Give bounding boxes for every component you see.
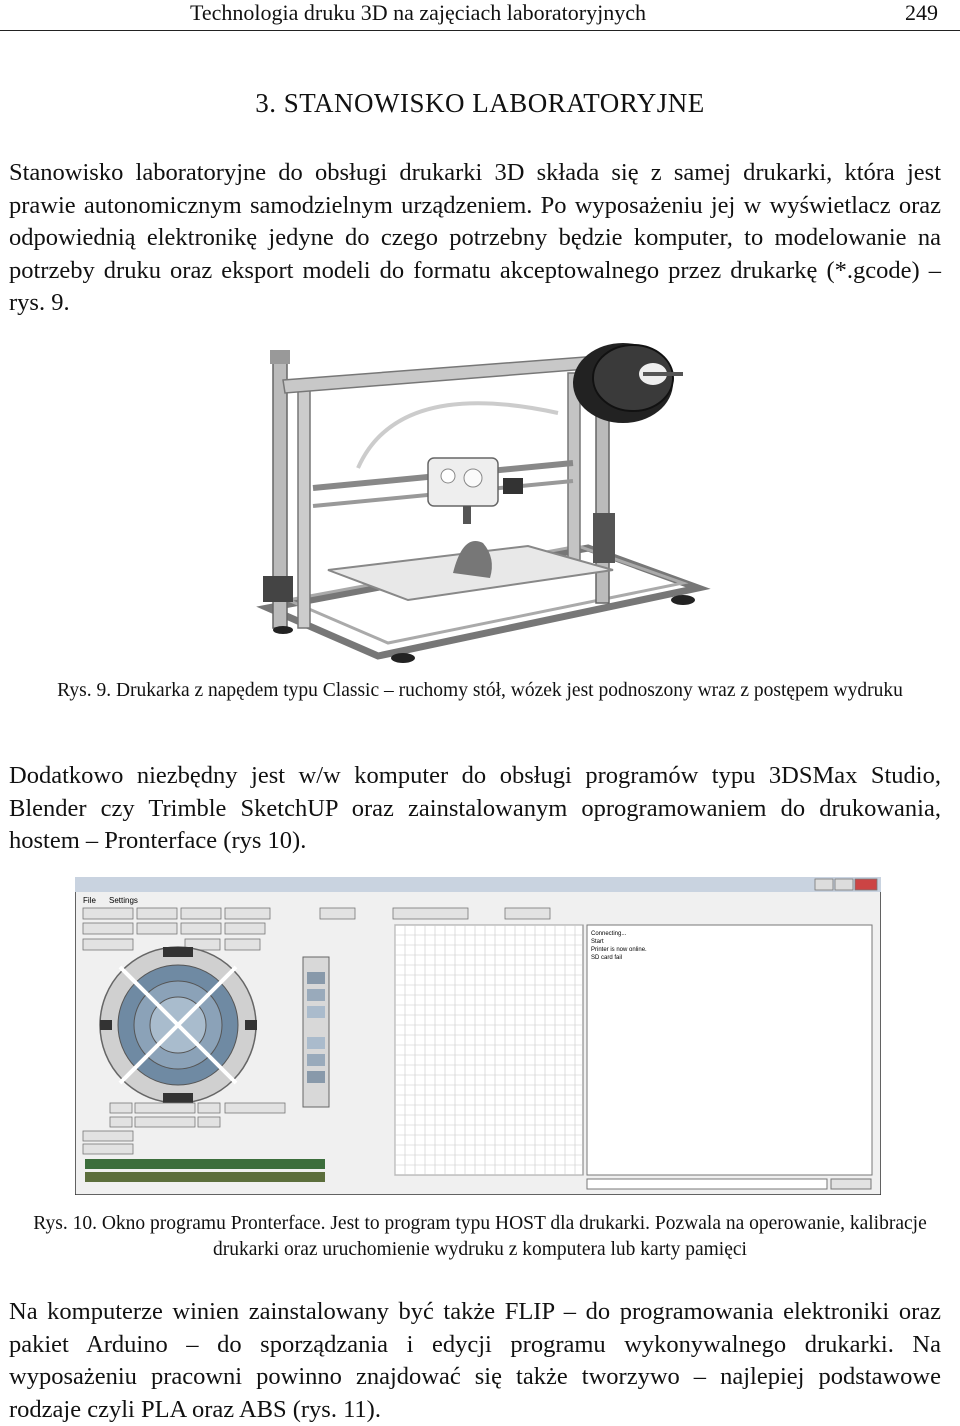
print-button[interactable] [181, 923, 221, 934]
console-line: Printer is now online. [591, 947, 647, 953]
bed-set-button[interactable] [198, 1117, 220, 1127]
disconnect-button[interactable] [225, 908, 270, 919]
page-number: 249 [905, 0, 938, 25]
load-file-button[interactable] [83, 923, 133, 934]
close-button[interactable] [855, 879, 877, 890]
heater-off-button[interactable] [110, 1103, 132, 1113]
monitor-printer-checkbox[interactable] [393, 908, 468, 919]
window-titlebar [75, 877, 881, 892]
paragraph-software: Dodatkowo niezbędny jest w/w komputer do obsługi programów typu 3DSMax Studio, Blender czy Trimble SketchUP oraz zainstalowanym oprogramowaniem do drukowania, hostem – Pronterface (rys 10). [9, 762, 941, 854]
reset-button[interactable] [320, 908, 355, 919]
motors-off-button[interactable] [83, 939, 133, 950]
bed-off-button[interactable] [110, 1117, 132, 1127]
minimize-button[interactable] [815, 879, 833, 890]
extruder-head [428, 458, 498, 506]
extrude-button[interactable] [83, 1131, 133, 1141]
left-upright-rear [298, 388, 310, 628]
baud-select[interactable] [181, 908, 221, 919]
menu-file[interactable]: File [83, 896, 96, 905]
paragraph-additional-software: Na komputerze winien zainstalowany być także FLIP – do programowania elektroniki oraz pakiet Arduino – do sporządzania i edycji programu wykonywalnego drukarki. Na wyposażeniu pracowni powinno znajdować się także tworzywo – najlepiej podstawowe rodzaje czyli PLA oraz ABS (rys. 11). [9, 1298, 941, 1423]
jog-control[interactable] [100, 947, 257, 1103]
extruder-gear-2 [464, 469, 482, 487]
figure-9-caption: Rys. 9. Drukarka z napędem typu Classic – ruchomy stół, wózek jest podnoszony wraz z postępem wydruku [57, 680, 903, 701]
paragraph-intro: Stanowisko laboratoryjne do obsługi drukarki 3D składa się z samej drukarki, która jest prawie autonomicznym samodzielnym urządzeniem. Po wyposażeniu jej w wyświetlacz oraz odpowiednią elektronikę jedyne do czego potrzebny będzie komputer, to modelowanie na potrzeby druku oraz eksport modeli do formatu akceptowalnego przez drukarkę (*.gcode) – rys. 9. [9, 159, 941, 316]
foot-rear-left [273, 626, 293, 634]
right-upright-rear [568, 373, 580, 573]
console-line: Start [591, 939, 604, 945]
bed-temp-bar [85, 1172, 325, 1182]
figure-pronterface-window [75, 877, 881, 1195]
running-header-title: Technologia druku 3D na zajęciach laboratoryjnych [190, 0, 646, 25]
header-rule [0, 30, 960, 31]
bed-temp-select[interactable] [135, 1117, 195, 1127]
send-button[interactable] [831, 1179, 871, 1189]
stepper-motor-left [263, 576, 293, 602]
section-heading: 3. STANOWISKO LABORATORYJNE [255, 88, 705, 118]
figure-3d-printer [228, 338, 738, 670]
electronics-box [593, 513, 615, 563]
maximize-button[interactable] [835, 879, 853, 890]
extruder-motor [503, 478, 523, 494]
foot-front-left [391, 653, 415, 663]
reverse-button[interactable] [83, 1144, 133, 1154]
foot-front-right [671, 595, 695, 605]
heater-set-button[interactable] [198, 1103, 220, 1113]
z-feed-field[interactable] [225, 939, 260, 950]
port-select[interactable] [137, 908, 177, 919]
pause-button[interactable] [225, 923, 265, 934]
menu-settings[interactable]: Settings [109, 896, 138, 905]
command-input[interactable] [587, 1179, 827, 1189]
check-temp-button[interactable] [225, 1103, 285, 1113]
figure-10-caption: Rys. 10. Okno programu Pronterface. Jest to program typu HOST dla drukarki. Pozwala na operowanie, kalibracje drukarki oraz uruchomienie wydruku z komputera lub karty pamięci [33, 1213, 927, 1260]
upright-cap [270, 350, 290, 364]
port-button[interactable] [83, 908, 133, 919]
sd-button[interactable] [137, 923, 177, 934]
top-crossbar [283, 356, 600, 393]
running-header [0, 0, 960, 30]
nozzle [463, 506, 471, 524]
extruder-temp-bar [85, 1159, 325, 1169]
console-log [587, 925, 872, 1175]
printed-object [453, 541, 492, 578]
mini-mode-button[interactable] [505, 908, 550, 919]
heater-temp-select[interactable] [135, 1103, 195, 1113]
console-line: SD card fail [591, 955, 623, 961]
z-axis-control[interactable] [303, 957, 329, 1107]
extruder-gear [441, 469, 455, 483]
console-line: Connecting... [591, 931, 627, 937]
